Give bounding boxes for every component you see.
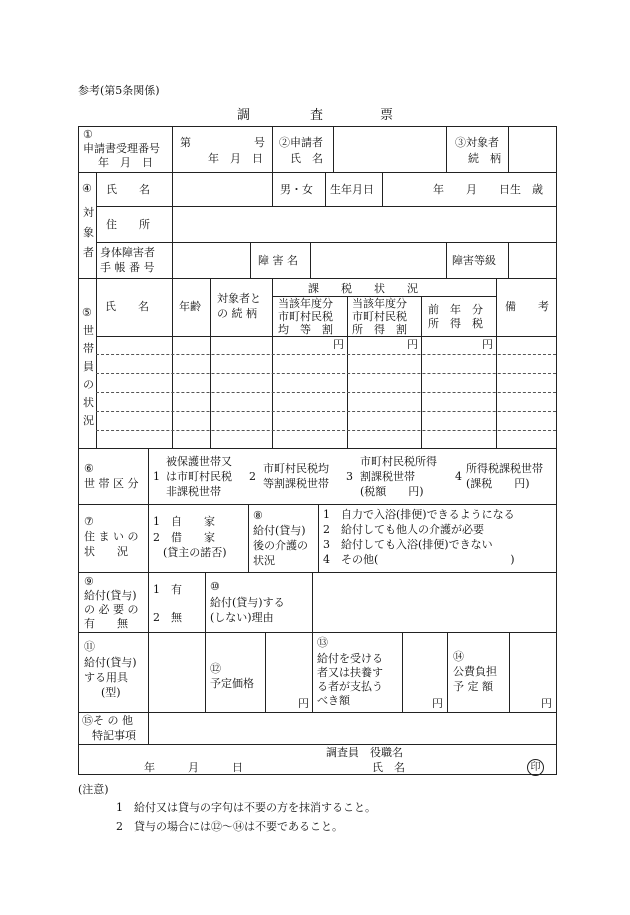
public-burden-yen: 円: [541, 697, 552, 710]
necessity-label-3: 有 無: [84, 617, 128, 630]
section5-char-5: 状: [83, 396, 94, 409]
care-option-2[interactable]: 2 給付しても他人の介護が必要: [323, 523, 484, 536]
care-option-1[interactable]: 1 自力で入浴(排便)できるようになる: [323, 508, 515, 521]
tax-col1-line2: 市町村民税: [278, 310, 333, 323]
class-option-4-line2: (課税 円): [466, 477, 530, 490]
address-input[interactable]: [173, 207, 555, 241]
section5-char-3: 員: [83, 360, 94, 373]
class-option-3-number[interactable]: 3: [346, 470, 353, 483]
household-members-table[interactable]: [97, 337, 555, 447]
seal-mark: 印: [527, 759, 544, 776]
birth-date-label: 生年月日: [330, 183, 374, 196]
tax-col2-line1: 当該年度分: [352, 297, 407, 310]
care-option-4[interactable]: 4 その他( ): [323, 553, 515, 566]
household-class-label: 世 帯 区 分: [84, 477, 139, 490]
disability-name-label: 障 害 名: [258, 254, 298, 267]
care-option-3[interactable]: 3 給付しても入浴(排便)できない: [323, 538, 493, 551]
applicant-name-input[interactable]: [334, 127, 445, 171]
payer-amount-label-2: 者又は扶養す: [317, 666, 383, 679]
sex-selector[interactable]: 男・女: [280, 183, 313, 196]
remarks-header: 備 考: [505, 300, 549, 313]
reason-input[interactable]: [313, 573, 555, 631]
section9-number: ⑨: [84, 575, 94, 588]
section10-number: ⑩: [210, 580, 220, 593]
section4-char-2: 象: [83, 226, 94, 239]
special-notes-label-2: 特記事項: [92, 729, 136, 742]
survey-date-format: 年 月 日: [144, 761, 243, 774]
member-name-header: 氏 名: [105, 300, 149, 313]
payer-amount-yen: 円: [432, 697, 443, 710]
yen-unit-col2: 円: [407, 338, 418, 351]
surveyor-name-label: 氏 名: [372, 761, 405, 774]
necessity-label-2: の 必 要 の: [84, 603, 139, 616]
section5-number: ⑤: [82, 306, 92, 319]
class-option-1-number[interactable]: 1: [153, 470, 160, 483]
tax-col1-line3: 均 等 割: [278, 323, 333, 336]
special-notes-label-1: ⑮そ の 他: [82, 714, 133, 727]
residence-label-2: 状 況: [84, 545, 128, 558]
equipment-label-3: (型): [101, 686, 121, 699]
section12-number: ⑫: [210, 662, 221, 675]
public-burden-label-1: 公費負担: [453, 665, 497, 678]
section5-char-4: の: [83, 378, 94, 391]
note-2: 2 貸与の場合には⑫〜⑭は不要であること。: [116, 820, 343, 833]
relation-label: 続 柄: [468, 152, 501, 165]
class-option-1-line1: 被保護世帯又: [166, 455, 232, 468]
class-option-4-number[interactable]: 4: [455, 470, 462, 483]
disability-name-input[interactable]: [311, 243, 445, 277]
reason-label-1: 給付(貸与)する: [210, 596, 285, 609]
payer-amount-label-3: る者が支払う: [317, 680, 383, 693]
field-number-1: ①: [83, 128, 93, 141]
notes-heading: (注意): [78, 783, 109, 796]
equipment-label-1: 給付(貸与): [84, 656, 137, 669]
yen-unit-col1: 円: [333, 338, 344, 351]
class-option-3-line1: 市町村民税所得: [360, 455, 437, 468]
section7-number: ⑦: [84, 515, 94, 528]
member-age-header: 年齢: [179, 300, 201, 313]
class-option-2-line1: 市町村民税均: [263, 462, 329, 475]
section5-char-6: 況: [83, 414, 94, 427]
section11-number: ⑪: [84, 640, 95, 653]
disability-grade-label: 障害等級: [452, 254, 496, 267]
planned-price-label: 予定価格: [210, 677, 254, 690]
tax-status-header: 課 税 状 況: [308, 282, 418, 295]
member-relation-header-2: の 続 柄: [217, 307, 257, 320]
receipt-number-label: 申請書受理番号: [83, 142, 160, 155]
number-suffix: 号: [254, 136, 265, 149]
class-option-1-line3: 非課税世帯: [166, 485, 221, 498]
care-after-label-2: 後の介護の: [253, 539, 308, 552]
applicant-label: ②申請者: [279, 136, 323, 149]
public-burden-label-2: 予 定 額: [453, 680, 493, 693]
reason-label-2: (しない)理由: [210, 611, 274, 624]
section13-number: ⑬: [317, 636, 328, 649]
payer-amount-label-1: 給付を受ける: [317, 652, 383, 665]
section8-number: ⑧: [253, 509, 263, 522]
equipment-label-2: する用具: [84, 671, 128, 684]
handbook-label-1: 身体障害者: [100, 246, 155, 259]
section5-char-2: 帯: [83, 342, 94, 355]
section4-char-3: 者: [83, 246, 94, 259]
subject-label: ③対象者: [455, 136, 499, 149]
class-option-3-line2: 割課税世帯: [360, 470, 415, 483]
necessity-option-no[interactable]: 2 無: [153, 611, 182, 624]
special-notes-input[interactable]: [149, 713, 555, 743]
handbook-number-input[interactable]: [173, 243, 249, 277]
class-option-2-line2: 等割課税世帯: [263, 477, 329, 490]
class-option-2-number[interactable]: 2: [249, 470, 256, 483]
care-after-label-1: 給付(貸与): [253, 524, 306, 537]
subject-name-input[interactable]: [173, 173, 271, 205]
tax-col2-line3: 所 得 割: [352, 323, 407, 336]
residence-option-own[interactable]: 1 自 家: [153, 515, 215, 528]
class-option-1-line2: は市町村民税: [166, 470, 232, 483]
payer-amount-label-4: べき額: [317, 694, 350, 707]
number-prefix: 第: [180, 136, 191, 149]
tax-col3-line1: 前 年 分: [428, 303, 483, 316]
landlord-consent-label: (貸主の諾否): [163, 546, 227, 559]
disability-grade-input[interactable]: [509, 243, 555, 277]
section14-number: ⑭: [453, 650, 464, 663]
section6-number: ⑥: [84, 462, 94, 475]
surveyor-role-label: 調査員 役職名: [326, 746, 403, 759]
section4-number: ④: [82, 182, 92, 195]
handbook-label-2: 手 帳 番 号: [100, 261, 155, 274]
tax-col1-line1: 当該年度分: [278, 297, 333, 310]
necessity-option-yes[interactable]: 1 有: [153, 583, 182, 596]
residence-option-rent[interactable]: 2 借 家: [153, 531, 215, 544]
receipt-date-format: 年 月 日: [98, 156, 153, 169]
equipment-input[interactable]: [149, 633, 204, 711]
class-option-3-line3: (税額 円): [360, 485, 424, 498]
necessity-label-1: 給付(貸与): [84, 589, 137, 602]
birth-date-format: 年 月 日生 歳: [433, 183, 543, 196]
yen-unit-col3: 円: [482, 338, 493, 351]
tax-col2-line2: 市町村民税: [352, 310, 407, 323]
reference-note: 参考(第5条関係): [78, 84, 160, 97]
care-after-label-3: 状況: [253, 554, 275, 567]
subject-name-label: 氏 名: [106, 183, 150, 196]
receipt-date-fields: 年 月 日: [208, 152, 263, 165]
note-1: 1 給付又は貸与の字句は不要の方を抹消すること。: [116, 801, 376, 814]
relation-input[interactable]: [509, 127, 555, 171]
tax-col3-line2: 所 得 税: [428, 317, 483, 330]
class-option-4-line1: 所得税課税世帯: [466, 462, 543, 475]
member-relation-header-1: 対象者と: [217, 292, 261, 305]
section4-char-1: 対: [83, 206, 94, 219]
applicant-name-label: 氏 名: [290, 152, 323, 165]
section5-char-1: 世: [83, 324, 94, 337]
address-label: 住 所: [106, 218, 150, 231]
residence-label-1: 住 ま い の: [84, 530, 139, 543]
planned-price-yen: 円: [298, 697, 309, 710]
